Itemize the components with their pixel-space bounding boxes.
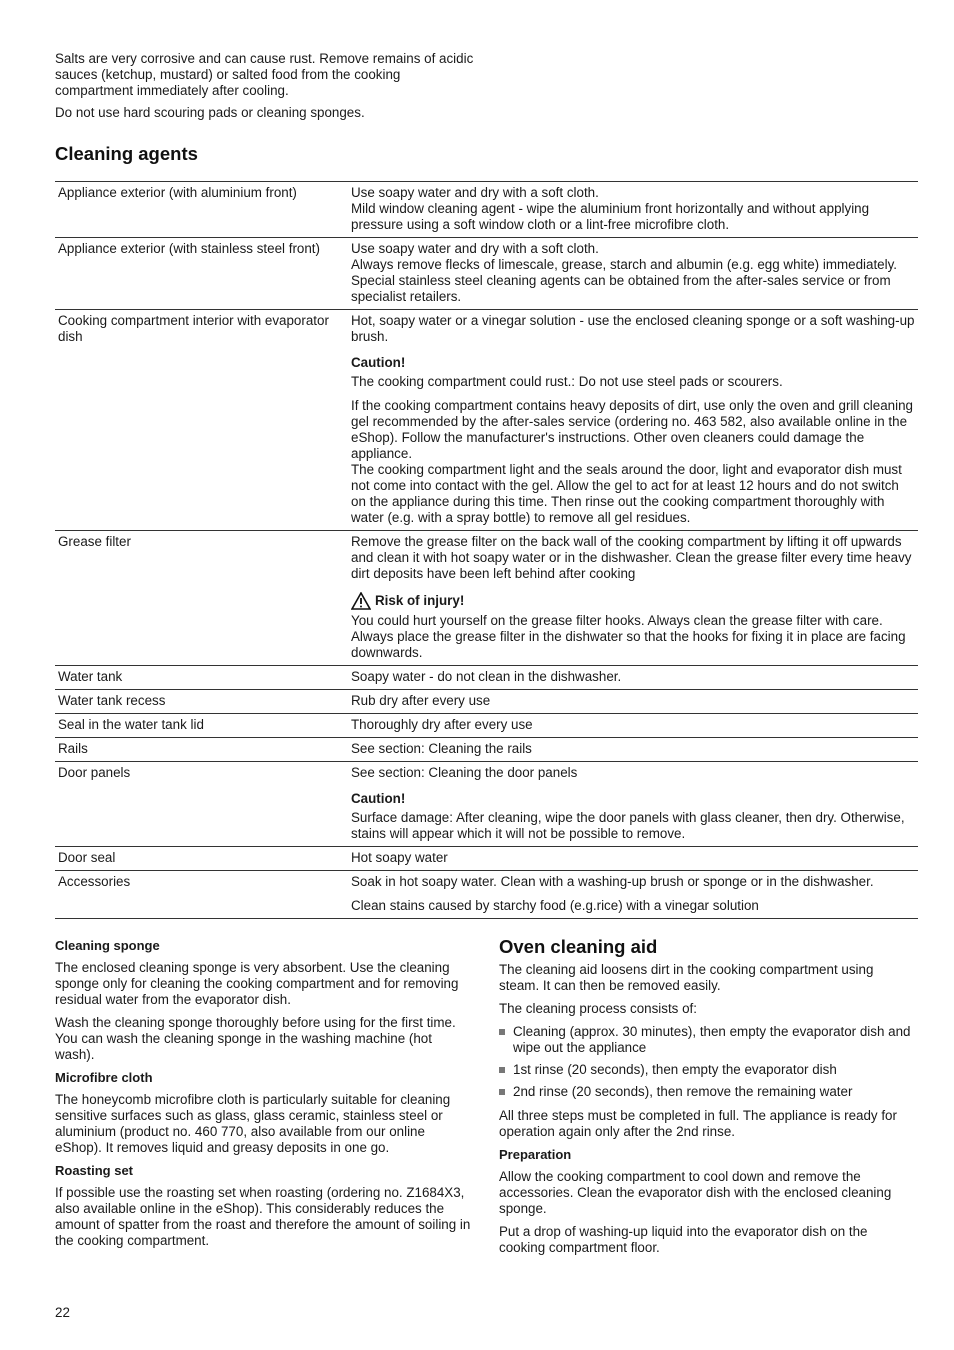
cell-text: Soapy water - do not clean in the dishwasher. [351, 669, 622, 684]
cleaning-agents-table [55, 181, 918, 919]
page-number: 22 [55, 1305, 70, 1320]
cell-text: Hot soapy water [351, 850, 448, 865]
paragraph: If possible use the roasting set when roasting (ordering no. Z1684X3, also available online in the eShop). This considerably reduces the amount of spatter from the roast and therefore the amount of soiling in the cooking compartment. [55, 1185, 471, 1248]
list-item [499, 1024, 917, 1056]
caution-label: Caution! [351, 791, 406, 806]
list-item-text: 2nd rinse (20 seconds), then remove the remaining water [513, 1084, 853, 1099]
left-column [55, 938, 471, 1256]
table-row [55, 666, 918, 690]
table-row [55, 847, 918, 871]
cell-text: Use soapy water and dry with a soft cloth. Always remove flecks of limescale, grease, starch and albumin (e.g. egg white) immediately. Special stainless steel cleaning agents can be obtained from the after-sales service or from specialist retailers. [351, 241, 898, 304]
cell-instructions [347, 238, 918, 310]
paragraph: The honeycomb microfibre cloth is particularly suitable for cleaning sensitive surfaces such as glass, glass ceramic, stainless steel or aluminium (product no. 460 770, also available from our online eShop). It removes liquid and greasy deposits in one go. [55, 1092, 451, 1155]
cell-item-name: Door seal [55, 847, 347, 871]
subheading-roasting-set: Roasting set [55, 1163, 134, 1178]
cell-text: Remove the grease filter on the back wall of the cooking compartment by lifting it off upwards and clean it with hot soapy water or in the dishwasher. Clean the grease filter every time heavy dirt deposits have been left behind after cooking [351, 534, 912, 581]
subheading-preparation: Preparation [499, 1147, 572, 1162]
intro-paragraph: Do not use hard scouring pads or cleaning sponges. [55, 105, 365, 120]
warning-heading [351, 592, 916, 610]
cell-text: Use soapy water and dry with a soft cloth. Mild window cleaning agent - wipe the aluminium front horizontally and without applying pressure using a soft window cloth or a lint-free microfibre cloth. [351, 185, 870, 232]
table-row [55, 690, 918, 714]
cell-text: The cooking compartment could rust.: Do not use steel pads or scourers. [351, 374, 783, 389]
warning-label: Risk of injury! [375, 593, 465, 608]
table-row [55, 714, 918, 738]
cell-text: Hot, soapy water or a vinegar solution - use the enclosed cleaning sponge or a soft washing-up brush. [351, 313, 915, 344]
cleaning-steps-list [499, 1024, 917, 1100]
cell-item-name: Grease filter [55, 531, 347, 666]
cell-text: Clean stains caused by starchy food (e.g.rice) with a vinegar solution [351, 898, 759, 913]
cell-instructions [347, 666, 918, 690]
paragraph: All three steps must be completed in full. The appliance is ready for operation again only after the 2nd rinse. [499, 1108, 897, 1139]
paragraph: The cleaning process consists of: [499, 1001, 697, 1016]
paragraph: Put a drop of washing-up liquid into the evaporator dish on the cooking compartment floor. [499, 1224, 868, 1255]
cell-instructions [347, 847, 918, 871]
cell-instructions [347, 762, 918, 847]
paragraph: The cleaning aid loosens dirt in the cooking compartment using steam. It can then be removed easily. [499, 962, 874, 993]
cell-instructions [347, 738, 918, 762]
section-title-oven-cleaning-aid: Oven cleaning aid [499, 936, 658, 957]
square-bullet-icon [499, 1067, 505, 1073]
cell-item-name: Cooking compartment interior with evaporator dish [55, 310, 347, 531]
list-item-text: 1st rinse (20 seconds), then empty the evaporator dish [513, 1062, 837, 1077]
cell-text: See section: Cleaning the rails [351, 741, 532, 756]
cell-item-name: Water tank recess [55, 690, 347, 714]
table-row [55, 738, 918, 762]
table-row [55, 531, 918, 666]
cell-item-name: Seal in the water tank lid [55, 714, 347, 738]
caution-label: Caution! [351, 355, 406, 370]
list-item-text: Cleaning (approx. 30 minutes), then empty the evaporator dish and wipe out the appliance [513, 1024, 911, 1055]
cell-instructions [347, 531, 918, 666]
cell-text: Rub dry after every use [351, 693, 491, 708]
cell-instructions [347, 714, 918, 738]
paragraph: Wash the cleaning sponge thoroughly before using for the first time. You can wash the cleaning sponge in the washing machine (hot wash). [55, 1015, 456, 1062]
cell-item-name: Appliance exterior (with aluminium front) [55, 182, 347, 238]
warning-triangle-icon [351, 592, 371, 610]
table-row [55, 762, 918, 847]
table-row [55, 871, 918, 919]
subheading-microfibre-cloth: Microfibre cloth [55, 1070, 153, 1085]
intro-paragraph: Salts are very corrosive and can cause rust. Remove remains of acidic sauces (ketchup, mustard) or salted food from the cooking compartment immediately after cooling. [55, 51, 474, 98]
cell-item-name: Appliance exterior (with stainless steel front) [55, 238, 347, 310]
cell-text: Surface damage: After cleaning, wipe the door panels with glass cleaner, then dry. Otherwise, stains will appear which it will not be possible to remove. [351, 810, 905, 841]
cell-text: You could hurt yourself on the grease filter hooks. Always clean the grease filter with care. Always place the grease filter in the dishwater so that the hooks for fixing it in place are facing downwards. [351, 613, 906, 660]
square-bullet-icon [499, 1089, 505, 1095]
list-item [499, 1062, 917, 1078]
list-item [499, 1084, 917, 1100]
cell-text: If the cooking compartment contains heavy deposits of dirt, use only the oven and grill cleaning gel recommended by the after-sales service (ordering no. 463 582, also available online in the eShop). Follow the manufacturer's instructions. Other oven cleaners could damage the appliance. The cooking compartment light and the seals around the door, light and evaporator dish must not come into contact with the gel. Allow the gel to act for at least 12 hours and do not switch on the appliance during this time. Then rinse out the cooking compartment thoroughly with water (e.g. with a spray bottle) to remove all gel residues. [351, 398, 913, 525]
cell-item-name: Water tank [55, 666, 347, 690]
section-title-cleaning-agents: Cleaning agents [55, 143, 198, 164]
cell-instructions [347, 690, 918, 714]
table-row [55, 310, 918, 531]
right-column [499, 936, 917, 1263]
cell-instructions [347, 310, 918, 531]
paragraph: The enclosed cleaning sponge is very absorbent. Use the cleaning sponge only for cleaning the cooking compartment and for removing residual water from the evaporator dish. [55, 960, 459, 1007]
cell-item-name: Accessories [55, 871, 347, 919]
cell-text: See section: Cleaning the door panels [351, 765, 578, 780]
cell-text: Soak in hot soapy water. Clean with a washing-up brush or sponge or in the dishwasher. [351, 874, 874, 889]
square-bullet-icon [499, 1029, 505, 1035]
cell-instructions [347, 182, 918, 238]
cell-instructions [347, 871, 918, 919]
table-row [55, 182, 918, 238]
cell-item-name: Door panels [55, 762, 347, 847]
paragraph: Allow the cooking compartment to cool down and remove the accessories. Clean the evaporator dish with the enclosed cleaning sponge. [499, 1169, 892, 1216]
cell-text: Thoroughly dry after every use [351, 717, 533, 732]
subheading-cleaning-sponge: Cleaning sponge [55, 938, 160, 953]
intro-text [55, 51, 475, 127]
cell-item-name: Rails [55, 738, 347, 762]
table-row [55, 238, 918, 310]
